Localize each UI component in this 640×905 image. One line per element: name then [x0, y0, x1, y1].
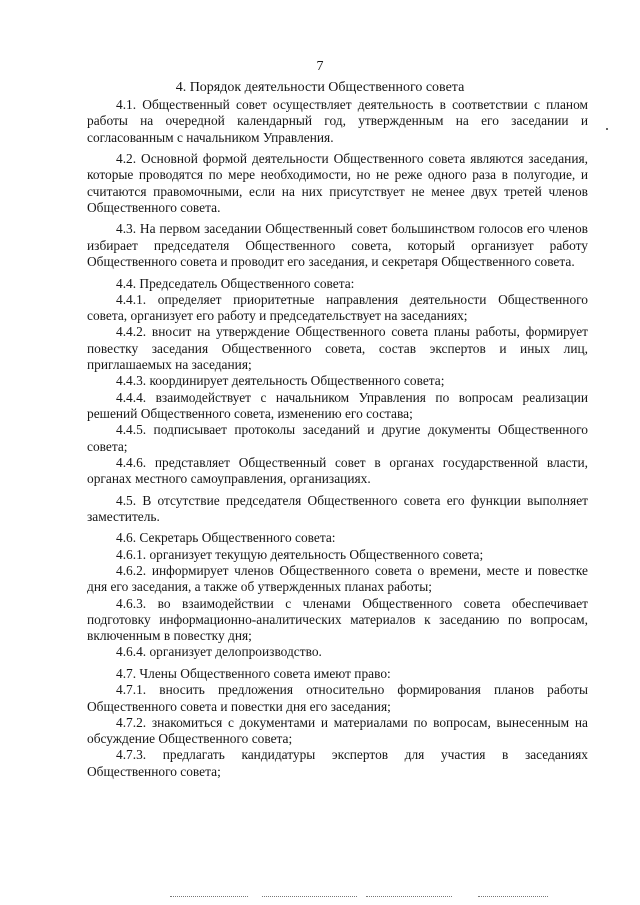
- paragraph-4-1: 4.1. Общественный совет осуществляет деятельность в соответствии с планом работы на очередной календарный год, утвержденным на его заседании и согласованным с начальником Управления.: [87, 97, 588, 145]
- scan-edge-line: [478, 896, 548, 897]
- page-number: 7: [316, 59, 324, 74]
- paragraph-4-3: 4.3. На первом заседании Общественный совет большинством голосов его членов избирает председателя Общественного совета, который организует работу Общественного совета и проводит его заседания, и секретаря Общественного совета.: [87, 221, 588, 270]
- paragraph-4-4-2: 4.4.2. вносит на утверждение Общественного совета планы работы, формирует повестку заседания Общественного совета, состав экспертов и иных лиц, приглашаемых на заседания;: [87, 324, 588, 373]
- paragraph-4-7: 4.7. Члены Общественного совета имеют право:: [116, 665, 391, 681]
- paragraph-4-4-6: 4.4.6. представляет Общественный совет в органах государственной власти, органах местного самоуправления, организациях.: [87, 454, 588, 487]
- paragraph-4-6-2: 4.6.2. информирует членов Общественного совета о времени, месте и повестке дня его заседания, а также об утвержденных планах работы;: [87, 562, 588, 595]
- paragraph-4-6: 4.6. Секретарь Общественного совета:: [116, 530, 336, 546]
- scan-mark: [606, 128, 608, 130]
- paragraph-4-6-4: 4.6.4. организует делопроизводство.: [116, 644, 322, 660]
- paragraph-4-7-3: 4.7.3. предлагать кандидатуры экспертов для участия в заседаниях Общественного совета;: [87, 747, 588, 779]
- scan-edge-line: [366, 896, 452, 897]
- paragraph-4-5: 4.5. В отсутствие председателя Общественного совета его функции выполняет заместитель.: [87, 492, 588, 524]
- paragraph-4-4: 4.4. Председатель Общественного совета:: [116, 275, 355, 291]
- paragraph-4-6-1: 4.6.1. организует текущую деятельность Общественного совета;: [116, 546, 484, 562]
- paragraph-4-4-1: 4.4.1. определяет приоритетные направления деятельности Общественного совета, организует его работу и председательствует на заседаниях;: [87, 291, 588, 324]
- scan-edge-line: [262, 896, 357, 897]
- paragraph-4-4-3: 4.4.3. координирует деятельность Общественного совета;: [116, 373, 445, 389]
- scan-edge-line: [170, 896, 248, 897]
- paragraph-4-7-1: 4.7.1. вносить предложения относительно формирования планов работы Общественного совета и повестки дня его заседания;: [87, 682, 588, 714]
- paragraph-4-6-3: 4.6.3. во взаимодействии с членами Общественного совета обеспечивает подготовку информационно-аналитических материалов к заседанию по вопросам, включенным в повестку дня;: [87, 595, 588, 644]
- paragraph-4-7-2: 4.7.2. знакомиться с документами и материалами по вопросам, вынесенным на обсуждение Общественного совета;: [87, 714, 588, 747]
- paragraph-4-4-5: 4.4.5. подписывает протоколы заседаний и другие документы Общественного совета;: [87, 422, 588, 454]
- paragraph-4-2: 4.2. Основной формой деятельности Общественного совета являются заседания, которые проводятся по мере необходимости, но не реже одного раза в полугодие, и считаются правомочными, если на них присутствует не менее двух третей членов Общественного совета.: [87, 151, 588, 215]
- document-body: [87, 97, 588, 780]
- section-heading: 4. Порядок деятельности Общественного совета: [175, 80, 465, 95]
- paragraph-4-4-4: 4.4.4. взаимодействует с начальником Управления по вопросам реализации решений Общественного совета, изменению его состава;: [87, 389, 588, 421]
